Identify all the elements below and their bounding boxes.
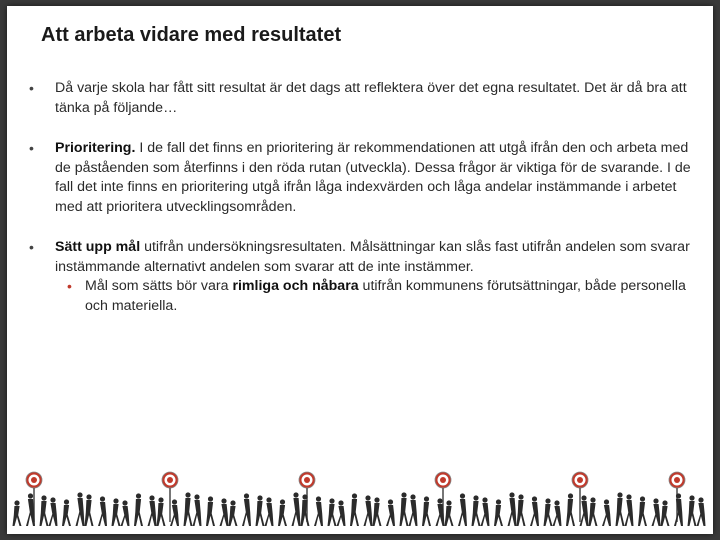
person-silhouette-icon <box>13 500 22 526</box>
person-silhouette-icon <box>229 500 238 526</box>
person-silhouette-icon <box>602 499 611 526</box>
person-silhouette-icon <box>472 495 481 526</box>
person-silhouette-icon <box>220 498 229 526</box>
person-silhouette-icon <box>400 492 409 526</box>
person-silhouette-icon <box>422 496 431 526</box>
person-silhouette-icon <box>98 496 107 526</box>
slide <box>7 6 713 534</box>
person-silhouette-icon <box>616 492 625 526</box>
person-silhouette-icon <box>625 494 634 526</box>
person-silhouette-icon <box>157 497 166 526</box>
person-silhouette-icon <box>364 495 373 526</box>
person-silhouette-icon <box>337 500 346 526</box>
person-silhouette-icon <box>49 497 58 526</box>
bullet-text: utifrån undersökningsresultaten. Målsättningar kan slås fast utifrån andelen som svarar instämmande alternativt andelen som svarar att de inte instämmer. <box>55 239 690 275</box>
person-silhouette-icon <box>85 494 94 526</box>
person-silhouette-icon <box>242 493 251 526</box>
person-silhouette-icon <box>589 497 598 526</box>
person-silhouette-icon <box>76 492 85 526</box>
person-silhouette-icon <box>62 499 71 526</box>
person-silhouette-icon <box>134 493 143 526</box>
person-silhouette-icon <box>170 499 179 526</box>
person-silhouette-icon <box>697 497 706 526</box>
person-silhouette-icon <box>445 500 454 526</box>
bullet-bold-lead: Sätt upp mål <box>55 239 141 255</box>
person-silhouette-icon <box>112 498 121 526</box>
person-silhouette-icon <box>553 500 562 526</box>
footer-graphic <box>7 462 713 534</box>
person-silhouette-icon <box>458 493 467 526</box>
person-silhouette-icon <box>206 496 215 526</box>
person-silhouette-icon <box>566 493 575 526</box>
person-silhouette-icon <box>121 500 130 526</box>
person-silhouette-icon <box>544 498 553 526</box>
person-silhouette-icon <box>184 492 193 526</box>
bullet-dot-icon: • <box>29 80 34 96</box>
person-silhouette-icon <box>638 496 647 526</box>
person-silhouette-icon <box>256 495 265 526</box>
person-silhouette-icon <box>314 496 323 526</box>
sub-bullet-item <box>57 277 697 316</box>
slide-content <box>29 79 697 316</box>
person-silhouette-icon <box>265 497 274 526</box>
person-silhouette-icon <box>193 494 202 526</box>
bullet-item <box>29 79 697 118</box>
sub-bullet-bold: rimliga och nåbara <box>232 278 359 294</box>
slide-title: Att arbeta vidare med resultatet <box>41 24 342 46</box>
bullet-dot-icon: • <box>29 140 34 156</box>
sub-bullet-text-pre: Mål som sätts bör vara <box>85 278 233 294</box>
person-silhouette-icon <box>580 495 589 526</box>
bullet-text: I de fall det finns en prioritering är rekommendationen att utgå ifrån den och arbeta med de påståenden som återfinns i den röda rutan (utveckla). Dessa frågor är viktiga för de svarande. I de fall det inte finns en prioritering utgå ifrån låga indexvärden och låga andelar instämmande i arbetet med att prioritera utvecklingsområden. <box>55 140 691 215</box>
person-silhouette-icon <box>278 499 287 526</box>
person-silhouette-icon <box>301 494 310 526</box>
bullet-bold-lead: Prioritering. <box>55 140 136 156</box>
person-silhouette-icon <box>661 500 670 526</box>
person-silhouette-icon <box>409 494 418 526</box>
person-silhouette-icon <box>674 493 683 526</box>
person-silhouette-icon <box>328 498 337 526</box>
bullet-text: Då varje skola har fått sitt resultat är det dags att reflektera över det egna resultatet. Det är då bra att tänka på följande… <box>55 80 687 116</box>
person-silhouette-icon <box>373 497 382 526</box>
person-silhouette-icon <box>40 495 49 526</box>
person-silhouette-icon <box>652 498 661 526</box>
person-silhouette-icon <box>530 496 539 526</box>
person-silhouette-icon <box>481 497 490 526</box>
person-silhouette-icon <box>517 494 526 526</box>
sub-bullet-text-post: utifrån kommunens förutsättningar, både personella och materiella. <box>85 278 686 314</box>
bullet-dot-icon: • <box>29 239 34 255</box>
person-silhouette-icon <box>508 492 517 526</box>
bullet-item <box>29 139 697 217</box>
bullet-item <box>29 238 697 316</box>
person-silhouette-icon <box>386 499 395 526</box>
person-silhouette-icon <box>292 492 301 526</box>
person-silhouette-icon <box>494 499 503 526</box>
walking-people-silhouettes-icon <box>7 462 713 534</box>
person-silhouette-icon <box>148 495 157 526</box>
person-silhouette-icon <box>688 495 697 526</box>
sub-bullet-dot-icon: • <box>67 278 72 294</box>
person-silhouette-icon <box>350 493 359 526</box>
